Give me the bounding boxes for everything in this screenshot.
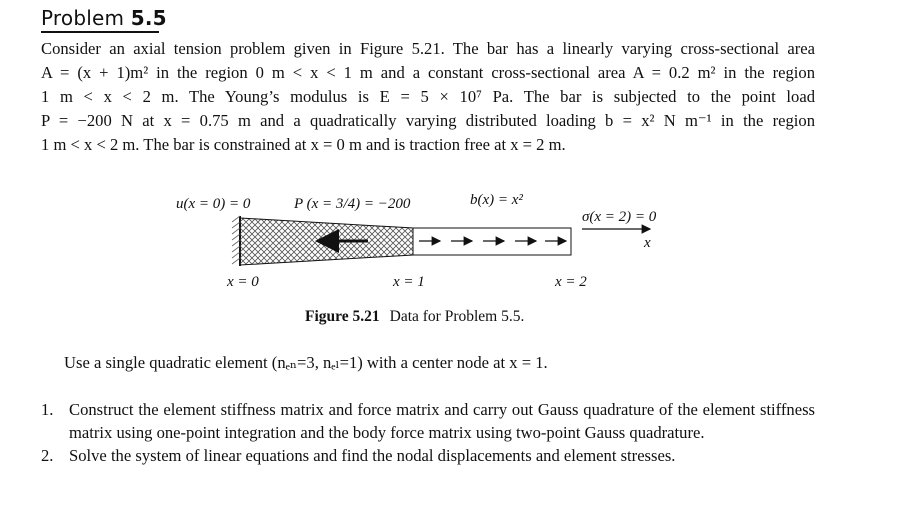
instruction-text: Use a single quadratic element (nₑₙ=3, nₑₗ=1) with a center node at x = 1.: [64, 353, 548, 372]
statement-line-2: A = (x + 1)m² in the region 0 m < x < 1 m and a constant cross-sectional area A = 0.2 m² in the region: [41, 63, 815, 82]
statement-line-5: 1 m < x < 2 m. The bar is constrained at x = 0 m and is traction free at x = 2 m.: [41, 135, 566, 154]
title-underline: [41, 31, 159, 33]
node-label-x1: x = 1: [393, 274, 425, 290]
displacement-bc-label: u(x = 0) = 0: [176, 196, 251, 212]
list-item-number: 1.: [41, 400, 54, 419]
caption-number: Figure 5.21: [305, 308, 380, 325]
axis-label: x: [644, 235, 651, 251]
statement-line-3: 1 m < x < 2 m. The Young’s modulus is E = 5 × 10⁷ Pa. The bar is subjected to the point load: [41, 87, 815, 106]
problem-statement: [41, 37, 815, 157]
node-label-x0: x = 0: [227, 274, 259, 290]
bar-figure: [0, 180, 901, 300]
statement-line-4: P = −200 N at x = 0.75 m and a quadratically varying distributed loading b = x² N m⁻¹ in the region: [41, 111, 815, 130]
distributed-load-label: b(x) = x²: [470, 192, 523, 208]
statement-line-1: Consider an axial tension problem given in Figure 5.21. The bar has a linearly varying cross-sectional area: [41, 39, 815, 58]
wall-hatching: [232, 216, 240, 264]
traction-bc-label: σ(x = 2) = 0: [582, 209, 657, 225]
list-item-text: Solve the system of linear equations and find the nodal displacements and element stresses.: [69, 446, 676, 465]
problem-title: [41, 6, 167, 30]
task-list: [41, 398, 815, 467]
list-item: [41, 444, 815, 467]
problem-number: 5.5: [130, 6, 167, 30]
point-load-label: P (x = 3/4) = −200: [294, 196, 411, 212]
problem-label: Problem: [41, 6, 125, 30]
list-item-text: Construct the element stiffness matrix and force matrix and carry out Gauss quadrature of the element stiffness matrix using one-point integration and the body force matrix using two-point Gauss quadrature.: [69, 400, 815, 442]
caption-text: Data for Problem 5.5.: [389, 308, 525, 325]
figure-caption: [305, 308, 524, 326]
node-label-x2: x = 2: [555, 274, 587, 290]
list-item-number: 2.: [41, 446, 54, 465]
list-item: [41, 398, 815, 444]
